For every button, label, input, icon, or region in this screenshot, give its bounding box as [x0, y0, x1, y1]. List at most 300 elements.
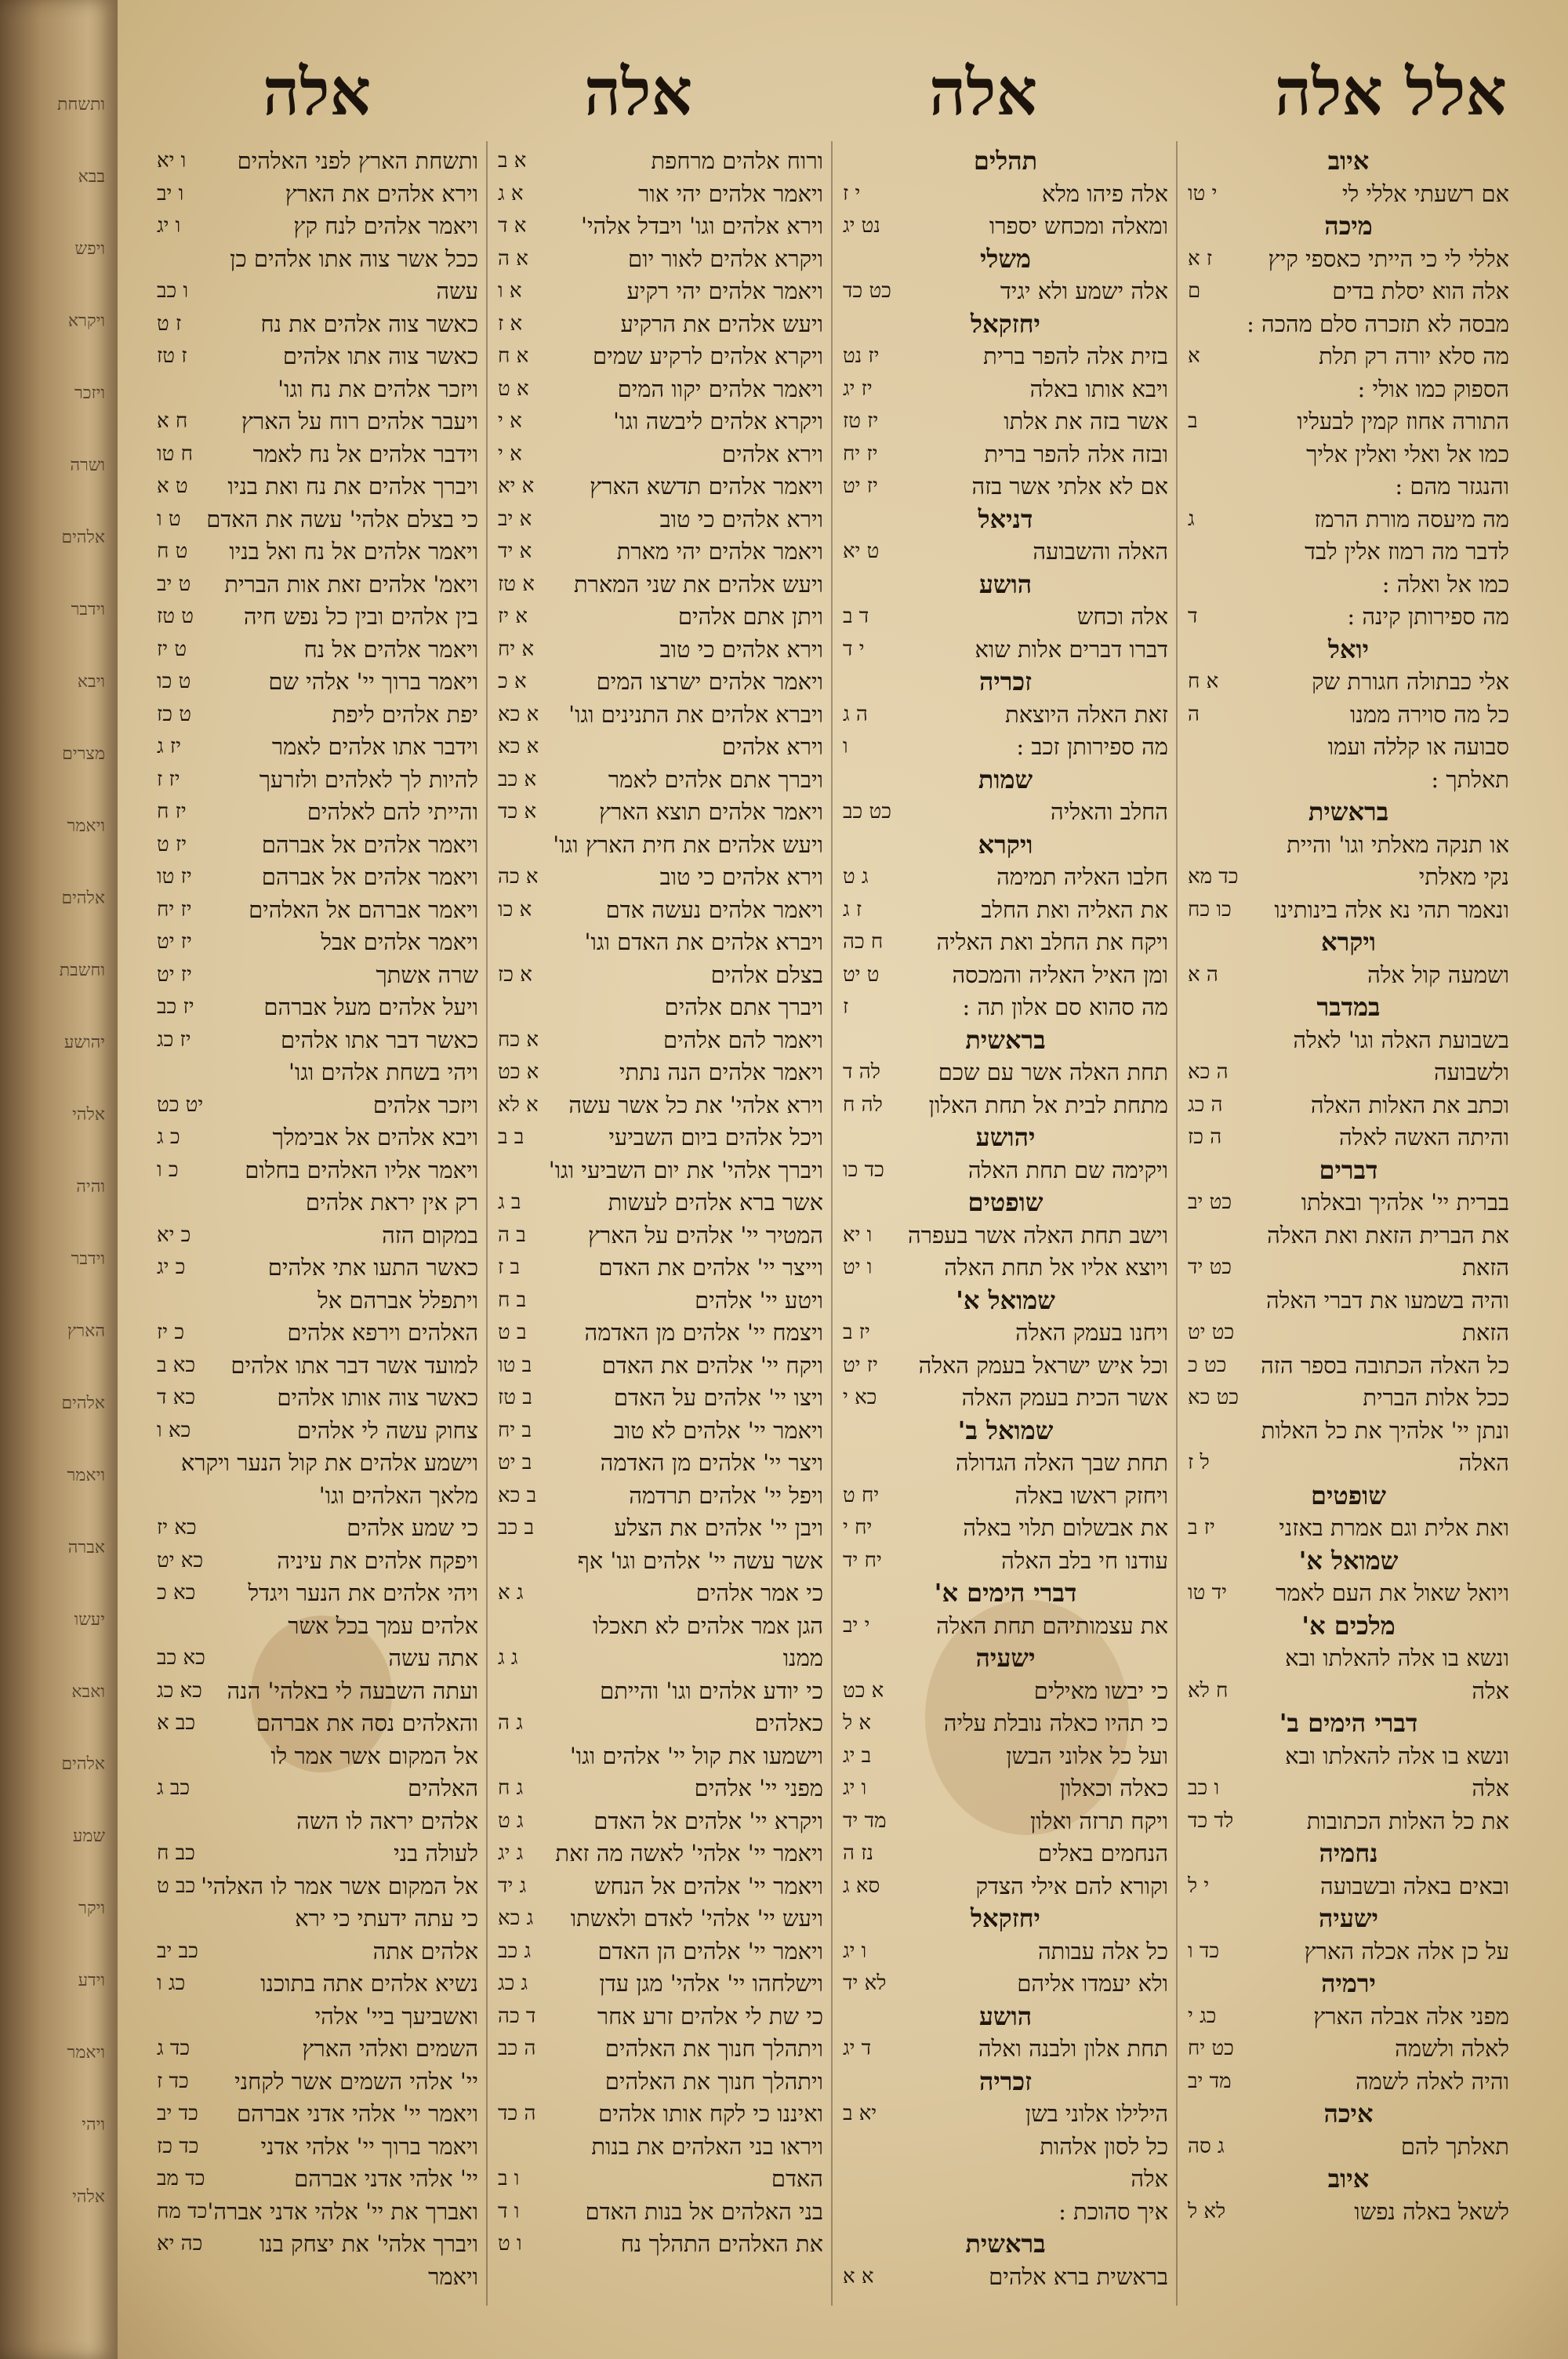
- verse-entry: [157, 340, 478, 373]
- verse-reference: א ו: [498, 279, 522, 303]
- verse-text: וירא אלהים כי טוב: [659, 635, 823, 663]
- book-heading: ירמיה: [1321, 1968, 1376, 1998]
- verse-entry: [157, 2163, 478, 2196]
- verse-entry: [843, 438, 1168, 471]
- verse-reference: לה ח: [843, 1092, 883, 1117]
- verse-reference: ב יח: [498, 1418, 532, 1442]
- verse-reference: [498, 1545, 568, 1578]
- verse-reference: כב ג: [157, 1776, 191, 1800]
- verse-text: ויאמר אלהים יהי מארת: [616, 538, 823, 565]
- verse-text: את עצמותיהם תחת האלה: [936, 1612, 1168, 1639]
- concordance-column: [157, 145, 478, 2293]
- book-heading: שמואל ב': [957, 1415, 1054, 1445]
- verse-reference: [1188, 1642, 1258, 1675]
- verse-reference: כ ו: [157, 1158, 179, 1182]
- verse-entry: [498, 275, 823, 308]
- gutter-text-line: אלהים: [61, 1394, 105, 1413]
- verse-entry: [498, 1642, 823, 1675]
- verse-reference: כב ח: [157, 1841, 195, 1865]
- verse-entry: [498, 796, 823, 829]
- gutter-text-line: ויפש: [74, 239, 105, 259]
- verse-reference: ו יג: [843, 1939, 867, 1963]
- verse-text: אשר בזה את אלתו: [1004, 408, 1168, 434]
- verse-entry: [1188, 2196, 1509, 2229]
- verse-entry: [1188, 1350, 1509, 1383]
- verse-text: ויהי בשחת אלהים וגו': [288, 1059, 478, 1085]
- verse-reference: ח לא: [1188, 1678, 1229, 1703]
- verse-entry: [157, 2131, 478, 2164]
- verse-entry: [498, 145, 823, 178]
- verse-text: ויזכר אלהים את נח וגו': [278, 375, 478, 402]
- verse-text: ויעש יי' אלהי' לאדם ולאשתו: [570, 1905, 823, 1932]
- verse-text: ונשא בו אלה להאלתו ובא: [1285, 1742, 1509, 1769]
- verse-reference: [498, 1740, 568, 1773]
- verse-entry: [157, 1707, 478, 1740]
- verse-entry: [157, 1056, 478, 1089]
- verse-text: מה מיעסה מורת הרמז: [1314, 505, 1509, 533]
- verse-entry: [843, 1252, 1168, 1285]
- verse-reference: א כד: [498, 800, 537, 823]
- verse-entry: [157, 2066, 478, 2099]
- verse-entry: [1188, 1675, 1509, 1708]
- verse-text: ויברא אלהים את האדם וגו': [584, 929, 823, 955]
- verse-entry: [157, 2228, 478, 2261]
- verse-text: ויאמר אלהים אל אברהם: [261, 863, 478, 890]
- verse-entry: [1188, 601, 1509, 634]
- verse-entry: [1188, 1577, 1509, 1610]
- verse-entry: [498, 178, 823, 211]
- verse-entry: [498, 1512, 823, 1545]
- verse-reference: א כט: [843, 1678, 884, 1703]
- verse-text: הגן אמר אלהים לא תאכלו: [593, 1612, 823, 1639]
- verse-entry: [498, 2001, 823, 2034]
- verse-entry: [498, 861, 823, 894]
- verse-entry: [843, 2261, 1168, 2294]
- verse-entry: [498, 1317, 823, 1350]
- verse-text: במקום הזה: [382, 1221, 478, 1249]
- verse-text: אלהים עמך בכל אשר: [288, 1612, 478, 1639]
- verse-reference: יז ח: [157, 800, 187, 823]
- verse-text: כאלהים: [754, 1710, 823, 1736]
- verse-entry: [498, 1675, 823, 1708]
- verse-entry: [1188, 1252, 1509, 1285]
- verse-entry: [1188, 1512, 1509, 1545]
- verse-text: בזית אלה להפר ברית: [983, 343, 1168, 369]
- verse-text: ויקימה שם תחת האלה: [967, 1156, 1168, 1183]
- verse-entry: [843, 1837, 1168, 1870]
- verse-reference: כד ו: [1188, 1939, 1220, 1963]
- verse-entry: [1188, 1382, 1509, 1415]
- book-heading: הושע: [978, 569, 1033, 599]
- verse-text: התורה אחוז קמין לבעליו: [1297, 408, 1509, 434]
- verse-text: את האלהים התהלך נח: [620, 2230, 823, 2257]
- verse-text: כי יבשו מאילים: [1033, 1677, 1168, 1704]
- verse-entry: [843, 1480, 1168, 1513]
- verse-entry: [1188, 2066, 1509, 2099]
- verse-entry: [498, 340, 823, 373]
- verse-text: המטיר יי' אלהים על הארץ: [587, 1221, 823, 1249]
- verse-entry: [498, 373, 823, 406]
- verse-reference: י ד: [843, 637, 865, 661]
- verse-reference: כב ט: [157, 1874, 196, 1898]
- verse-text: כל מה סוירה ממנו: [1350, 700, 1509, 728]
- verse-text: ועתה השבעה לי באלהי' הנה: [227, 1677, 478, 1704]
- book-heading: ויקרא: [978, 829, 1033, 860]
- verse-entry: [498, 1415, 823, 1448]
- verse-reference: א י: [498, 409, 522, 433]
- verse-reference: ט כו: [157, 670, 191, 693]
- verse-reference: נז ה: [843, 1841, 873, 1865]
- verse-reference: [1188, 1740, 1258, 1773]
- book-heading: שופטים: [1311, 1480, 1386, 1510]
- verse-text: וירא אלהים את הארץ: [285, 180, 478, 207]
- verse-text: ויוצא אליו אל תחת האלה: [944, 1254, 1168, 1281]
- verse-reference: ז א: [1188, 246, 1213, 271]
- verse-reference: [843, 2196, 913, 2229]
- verse-entry: [157, 210, 478, 243]
- verse-entry: [843, 2131, 1168, 2164]
- verse-reference: ג יד: [498, 1874, 527, 1898]
- verse-text: והיה בשמעו את דברי האלה: [1266, 1286, 1509, 1314]
- verse-reference: כ יז: [157, 1321, 185, 1344]
- verse-text: או תנקה מאלתי וגו' והיית: [1287, 831, 1509, 858]
- verse-text: וירא אלהי' את כל אשר עשה: [568, 1091, 823, 1118]
- verse-reference: א כה: [498, 865, 539, 889]
- verse-entry: [498, 1382, 823, 1415]
- verse-text: מתחת לבית אל תחת האלון: [928, 1091, 1168, 1118]
- verse-reference: כא כג: [157, 1678, 202, 1703]
- verse-entry: [498, 1968, 823, 2001]
- gutter-text-line: שמע: [72, 1826, 105, 1846]
- verse-entry: [157, 1936, 478, 1968]
- verse-reference: כ יא: [157, 1223, 191, 1247]
- verse-entry: [498, 1772, 823, 1805]
- verse-text: אלהים יראה לו השה: [296, 1807, 478, 1834]
- verse-text: כאשר צוה אלהים את נח: [260, 310, 478, 337]
- verse-entry: [157, 1219, 478, 1252]
- verse-entry: [157, 275, 478, 308]
- verse-reference: [157, 1285, 227, 1318]
- verse-entry: [157, 861, 478, 894]
- verse-text: אשר עשה יי' אלהים וגו' אף: [577, 1547, 823, 1574]
- verse-reference: [498, 1675, 568, 1708]
- gutter-text-line: הארץ: [67, 1321, 105, 1341]
- verse-text: ויצו יי' אלהים על האדם: [613, 1384, 823, 1411]
- verse-text: כי שת לי אלהים זרע אחר: [597, 2002, 823, 2030]
- verse-text: ויאמר אלהים יקוו המים: [617, 375, 823, 402]
- verse-reference: [157, 1480, 227, 1513]
- verse-reference: ה א: [1188, 962, 1218, 987]
- verse-text: למועד אשר דבר אתו אלהים: [230, 1351, 478, 1379]
- verse-reference: [1188, 536, 1258, 569]
- verse-reference: לא ל: [1188, 2199, 1226, 2223]
- verse-entry: [157, 2196, 478, 2229]
- verse-entry: [157, 1317, 478, 1350]
- verse-entry: [843, 1968, 1168, 2001]
- verse-text: בין אלהים ובין כל נפש חיה: [243, 603, 478, 630]
- verse-entry: [498, 634, 823, 667]
- verse-entry: [498, 926, 823, 959]
- verse-entry: [1188, 2001, 1509, 2034]
- verse-reference: כד יב: [157, 2102, 198, 2125]
- verse-reference: כב יב: [157, 1939, 198, 1963]
- verse-text: ויאמר ברוך יי' אלהי שם: [268, 668, 478, 695]
- verse-text: וישלחהו יי' אלהי' מגן עדן: [599, 1970, 823, 1997]
- book-heading: נחמיה: [1319, 1838, 1378, 1868]
- gutter-text-line: ויקר: [78, 1899, 105, 1918]
- book-heading: יהושע: [975, 1122, 1036, 1152]
- gutter-text-line: מצרים: [62, 744, 105, 764]
- verse-entry: [498, 2228, 823, 2261]
- verse-entry: [157, 373, 478, 406]
- verse-entry: [1188, 405, 1509, 438]
- verse-reference: [498, 2131, 568, 2164]
- verse-entry: [498, 2196, 823, 2229]
- verse-entry: [498, 2163, 823, 2196]
- verse-text: ומאלה ומכחש יספרו: [989, 213, 1168, 239]
- verse-text: והיה לאלה לשמה: [1355, 2067, 1509, 2095]
- verse-entry: [498, 243, 823, 276]
- verse-reference: כט כא: [1188, 1386, 1239, 1409]
- verse-text: ויעבר אלהים רוח על הארץ: [241, 408, 478, 434]
- verse-reference: א י: [498, 442, 522, 466]
- verse-reference: מד יד: [843, 1808, 887, 1833]
- column-heading: אלה: [929, 55, 1038, 130]
- verse-reference: ב טז: [498, 1386, 532, 1409]
- verse-entry: [1188, 959, 1509, 992]
- verse-text: שרה אשתך: [376, 961, 478, 988]
- verse-reference: ו יט: [843, 1256, 873, 1279]
- verse-text: כי בצלם אלהי' עשה את האדם: [206, 505, 478, 533]
- verse-entry: [157, 894, 478, 927]
- verse-entry: [843, 178, 1168, 211]
- verse-reference: ו כב: [157, 279, 189, 303]
- gutter-text-line: ויאמר: [67, 816, 105, 836]
- verse-text: אלה פיהו מלא: [1041, 180, 1168, 207]
- verse-text: ויאמר יי' אלהים אל הנחש: [593, 1872, 823, 1899]
- verse-text: הנחמים באלים: [1037, 1840, 1168, 1866]
- verse-entry: [1188, 2131, 1509, 2164]
- verse-reference: ה ג: [843, 702, 868, 726]
- verse-text: ככל אשר צוה אתו אלהים כן: [230, 245, 478, 272]
- verse-reference: י טו: [1188, 181, 1218, 205]
- verse-text: אשר הכית בעמק האלה: [961, 1384, 1168, 1411]
- verse-text: ויאמר להם אלהים: [663, 1026, 823, 1053]
- verse-entry: [1188, 1642, 1509, 1675]
- verse-text: ויאמ' אלהים זאת אות הברית: [224, 570, 478, 598]
- verse-reference: ב יג: [843, 1743, 872, 1768]
- verse-entry: [498, 1285, 823, 1318]
- verse-entry: [157, 438, 478, 471]
- verse-entry: [498, 569, 823, 602]
- verse-reference: [157, 1447, 181, 1480]
- verse-text: ויזכר אלהים: [372, 1091, 478, 1118]
- verse-reference: ח כה: [843, 930, 884, 954]
- verse-text: וירא אלהים כי טוב: [659, 505, 823, 533]
- verse-text: כמו אל ואלה :: [1381, 570, 1509, 598]
- verse-entry: [843, 991, 1168, 1024]
- verse-entry: [157, 1415, 478, 1448]
- book-heading: שמות: [978, 764, 1033, 794]
- verse-entry: [843, 2196, 1168, 2229]
- verse-entry: [843, 340, 1168, 373]
- verse-text: האדם: [771, 2165, 823, 2192]
- verse-text: נקי מאלתי: [1418, 863, 1509, 890]
- verse-text: בברית יי' אלהיך ובאלתו: [1301, 1189, 1509, 1216]
- verse-reference: ג א: [498, 1581, 524, 1605]
- verse-reference: ו יא: [843, 1223, 873, 1247]
- verse-reference: ב יט: [498, 1451, 532, 1474]
- verse-reference: ה כג: [1188, 1092, 1223, 1117]
- book-heading: במדבר: [1316, 992, 1381, 1022]
- verse-text: ושמעה קול אלה: [1367, 961, 1509, 988]
- verse-text: מפני אלה אבלה הארץ: [1313, 2002, 1509, 2030]
- verse-reference: ג ה: [498, 1711, 523, 1735]
- verse-reference: ו כב: [1188, 1776, 1220, 1800]
- verse-reference: א טז: [498, 572, 535, 596]
- verse-text: ויאמר אלהים הנה נתתי: [619, 1059, 823, 1085]
- verse-reference: ב ה: [498, 1223, 526, 1247]
- verse-reference: ד כה: [498, 2004, 536, 2028]
- verse-text: ויאמר אלהים אל נח: [303, 635, 478, 663]
- verse-reference: א ל: [843, 1711, 872, 1735]
- verse-entry: [498, 1740, 823, 1773]
- verse-text: ככל אלות הברית: [1363, 1384, 1509, 1411]
- verse-reference: א יח: [498, 637, 535, 661]
- verse-text: ויברך אתם אלהים: [664, 994, 823, 1020]
- verse-reference: יט כט: [157, 1092, 204, 1117]
- verse-text: אלה ישמע ולא יגיד: [1000, 278, 1168, 304]
- verse-text: הספוק כמו אולי :: [1357, 375, 1509, 402]
- verse-entry: [498, 666, 823, 699]
- book-heading: דניאל: [978, 503, 1033, 534]
- verse-reference: כד כז: [157, 2134, 199, 2158]
- verse-entry: [157, 308, 478, 341]
- verse-text: ויאמר יי' אלהי אדני אברהם: [237, 2100, 478, 2127]
- verse-text: כאשר צוה אתו אלהים: [282, 343, 478, 369]
- verse-entry: [498, 210, 823, 243]
- verse-reference: כד מב: [157, 2167, 205, 2190]
- verse-reference: [1188, 1285, 1258, 1318]
- verse-text: ויאמר אלהים יהי אור: [638, 180, 823, 207]
- verse-text: האלהים וירפא אלהים: [287, 1319, 478, 1346]
- verse-entry: [1188, 1936, 1509, 1968]
- gutter-text-line: וחשבת: [59, 961, 105, 980]
- verse-entry: [498, 1610, 823, 1643]
- verse-reference: ח טו: [157, 442, 194, 466]
- verse-entry: [843, 601, 1168, 634]
- column-rule: [831, 141, 833, 2306]
- verse-entry: [498, 1837, 823, 1870]
- verse-text: ויברך אלהי' את יום השביעי וגו': [548, 1156, 823, 1183]
- verse-reference: א ד: [498, 214, 527, 238]
- verse-text: אל המקום אשר אמר לו האלהי': [201, 1872, 478, 1899]
- verse-text: תאלתך :: [1431, 765, 1509, 793]
- gutter-text-line: ויזכר: [74, 383, 105, 403]
- verse-reference: ב טו: [498, 1353, 532, 1377]
- verse-entry: [157, 536, 478, 569]
- book-heading: יחזקאל: [971, 308, 1040, 339]
- gutter-text-line: והיה: [76, 1177, 105, 1197]
- verse-entry: [1188, 373, 1509, 406]
- verse-entry: [157, 666, 478, 699]
- verse-entry: [157, 1480, 478, 1513]
- verse-text: ונשא בו אלה להאלתו ובא: [1285, 1645, 1509, 1671]
- book-heading: שמואל א': [956, 1285, 1055, 1315]
- verse-reference: ו יג: [157, 214, 181, 238]
- verse-text: ויבא אותו באלה: [1029, 375, 1168, 402]
- verse-reference: כב א: [157, 1711, 196, 1735]
- verse-reference: [498, 2066, 568, 2099]
- verse-reference: כא ד: [157, 1386, 196, 1409]
- verse-entry: [843, 1805, 1168, 1838]
- verse-reference: א לא: [498, 1092, 539, 1117]
- verse-text: וכתב את האלות האלה: [1310, 1091, 1509, 1118]
- verse-text: לשאל באלה נפשו: [1354, 2197, 1509, 2225]
- verse-entry: [157, 2098, 478, 2131]
- book-heading: זכריה: [978, 2066, 1033, 2096]
- verse-entry: [1188, 731, 1509, 764]
- verse-reference: [157, 1056, 227, 1089]
- gutter-text-line: וידבר: [71, 1249, 105, 1269]
- verse-reference: נט יג: [843, 214, 880, 238]
- verse-reference: יז כב: [157, 995, 194, 1019]
- verse-entry: [1188, 569, 1509, 602]
- verse-text: ויבן יי' אלהים את הצלע: [614, 1514, 823, 1541]
- verse-reference: [157, 1187, 227, 1219]
- verse-entry: [843, 861, 1168, 894]
- verse-reference: ו יב: [157, 181, 184, 205]
- verse-text: תחת שבך האלה הגדולה: [955, 1449, 1168, 1476]
- verse-reference: כט כ: [1188, 1353, 1227, 1377]
- verse-text: ויתהלך חנוך את האלהים: [604, 2067, 823, 2095]
- verse-reference: [498, 1154, 549, 1187]
- verse-entry: [157, 959, 478, 992]
- book-heading: הושע: [978, 2001, 1033, 2031]
- verse-entry: [498, 1480, 823, 1513]
- verse-entry: [498, 829, 823, 862]
- verse-text: על כן אלה אכלה הארץ: [1304, 1937, 1509, 1965]
- verse-entry: [157, 1675, 478, 1708]
- verse-text: וכל איש ישראל בעמק האלה: [918, 1351, 1168, 1379]
- verse-text: ויאמר אלהים אל אברהם: [261, 831, 478, 858]
- verse-reference: כה יא: [157, 2232, 203, 2255]
- verse-reference: [843, 1447, 913, 1480]
- verse-text: כי אמר אלהים: [695, 1579, 823, 1606]
- verse-reference: כא כב: [157, 1646, 205, 1670]
- verse-text: תחת אלון ולבנה ואלה: [978, 2035, 1168, 2062]
- verse-entry: [1188, 829, 1509, 862]
- verse-reference: [1188, 764, 1258, 797]
- verse-entry: [1188, 471, 1509, 503]
- verse-entry: [157, 1121, 478, 1154]
- verse-entry: [498, 699, 823, 732]
- verse-reference: ג ג: [498, 1646, 518, 1670]
- verse-entry: [498, 1805, 823, 1838]
- verse-reference: כד מח: [157, 2199, 208, 2223]
- verse-reference: ט כז: [157, 702, 191, 726]
- verse-reference: כד ז: [157, 2069, 189, 2093]
- verse-reference: ב: [1188, 409, 1198, 433]
- verse-entry: [843, 536, 1168, 569]
- verse-reference: א כא: [498, 735, 539, 758]
- verse-entry: [843, 699, 1168, 732]
- verse-text: כי עתה ידעתי כי ירא: [295, 1905, 478, 1932]
- verse-reference: כא ב: [157, 1353, 196, 1377]
- verse-reference: ג ח: [498, 1776, 524, 1800]
- verse-text: ואברך את יי' אלהי אדני אברה': [207, 2197, 478, 2225]
- verse-entry: [157, 1968, 478, 2001]
